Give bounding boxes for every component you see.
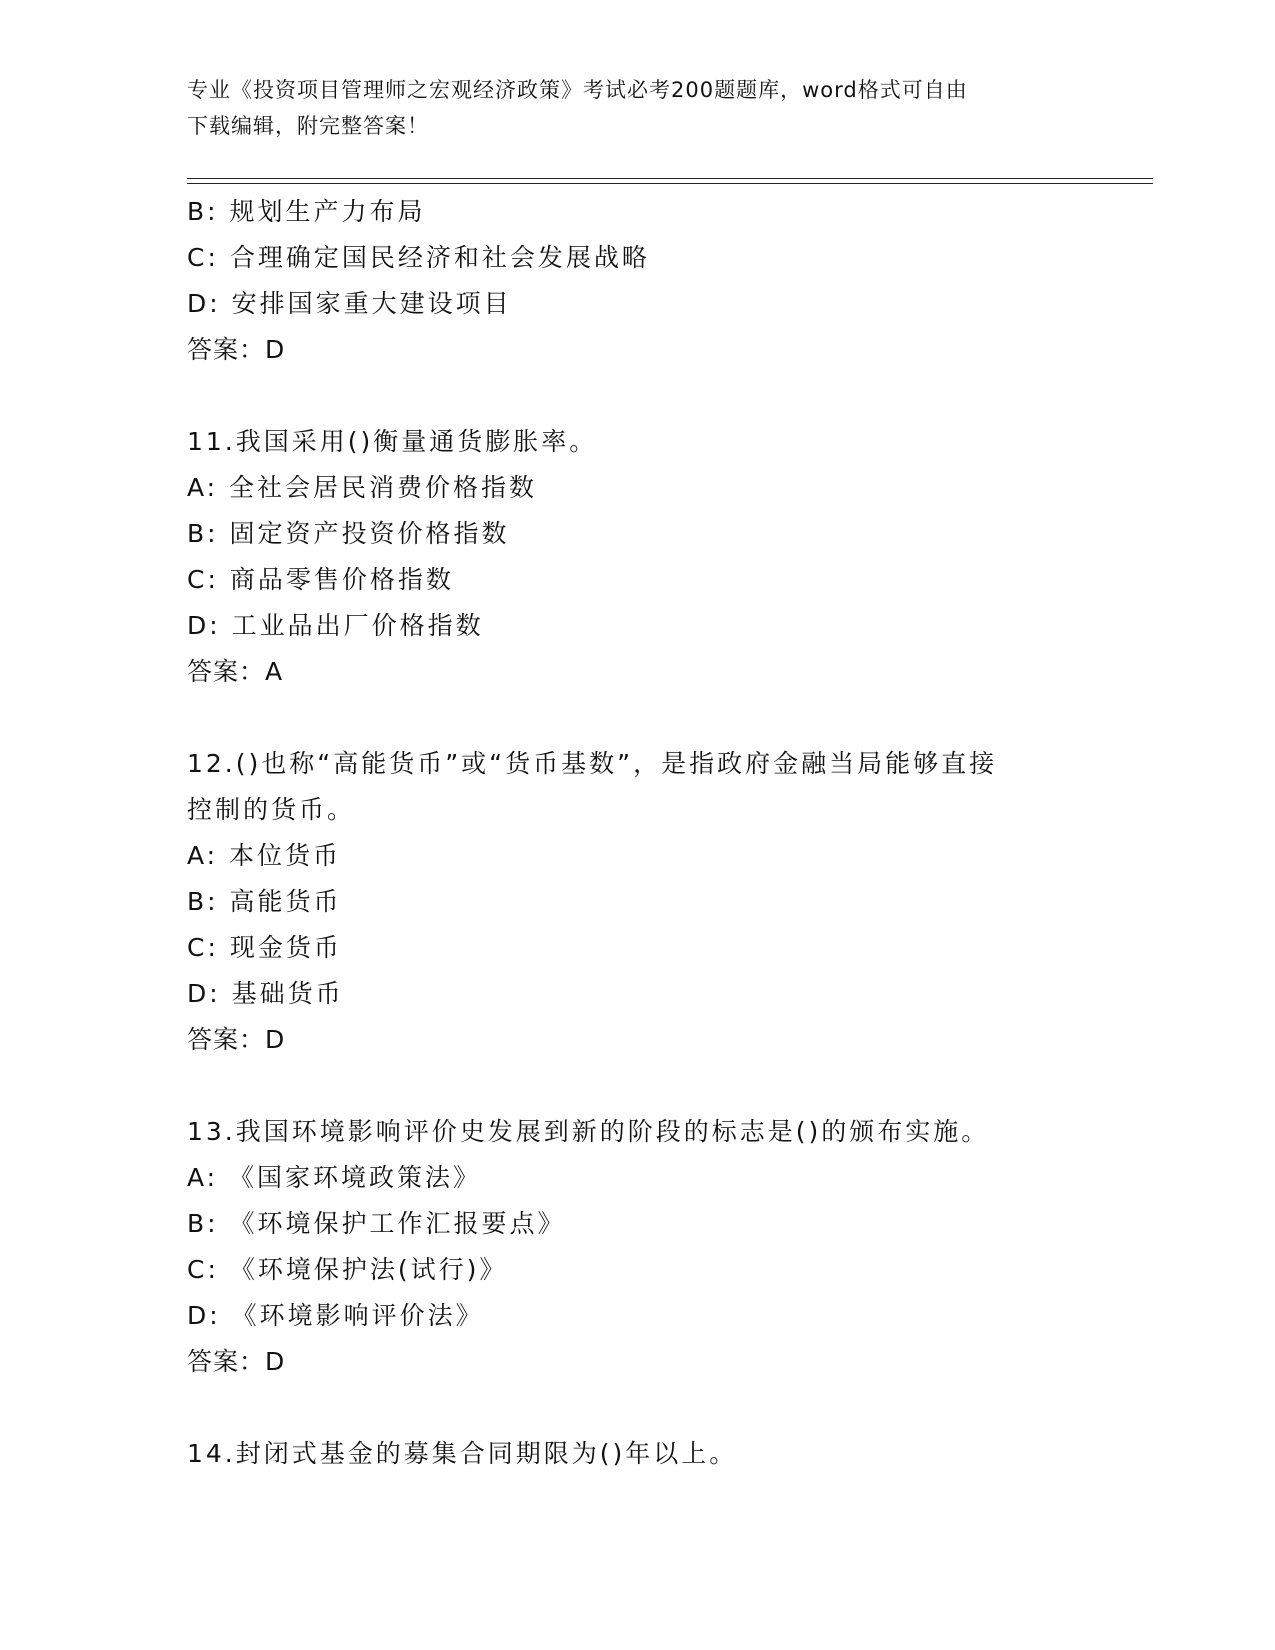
question-block-14 <box>187 1431 1087 1477</box>
question-text-continued: 控制的货币。 <box>187 795 356 824</box>
question-block-prev <box>187 189 1087 373</box>
answer-line: 答案：D <box>187 335 286 364</box>
option-c: C: 合理确定国民经济和社会发展战略 <box>187 243 650 272</box>
option-d: D: 安排国家重大建设项目 <box>187 289 512 318</box>
header-divider-bottom <box>187 183 1153 184</box>
question-text: 12.()也称“高能货币”或“货币基数”，是指政府金融当局能够直接 <box>187 749 998 778</box>
option-b: B: 固定资产投资价格指数 <box>187 519 510 548</box>
option-b: B: 高能货币 <box>187 887 342 916</box>
option-a: A: 《国家环境政策法》 <box>187 1163 482 1192</box>
option-d: D: 《环境影响评价法》 <box>187 1301 484 1330</box>
header-divider-top <box>187 178 1153 179</box>
question-block-12 <box>187 741 1087 1063</box>
question-block-13 <box>187 1109 1087 1385</box>
question-text: 11.我国采用()衡量通货膨胀率。 <box>187 427 598 456</box>
header-line-2: 下载编辑，附完整答案！ <box>187 114 429 138</box>
option-d: D: 基础货币 <box>187 979 344 1008</box>
option-b: B: 规划生产力布局 <box>187 197 426 226</box>
question-block-11 <box>187 419 1087 695</box>
spacer <box>187 695 1087 741</box>
option-a: A: 全社会居民消费价格指数 <box>187 473 538 502</box>
option-d: D: 工业品出厂价格指数 <box>187 611 484 640</box>
question-text: 14.封闭式基金的募集合同期限为()年以上。 <box>187 1439 738 1468</box>
option-b: B: 《环境保护工作汇报要点》 <box>187 1209 566 1238</box>
question-list <box>187 189 1087 1477</box>
spacer <box>187 1385 1087 1431</box>
spacer <box>187 373 1087 419</box>
document-header <box>187 72 1087 144</box>
option-a: A: 本位货币 <box>187 841 342 870</box>
option-c: C: 《环境保护法(试行)》 <box>187 1255 508 1284</box>
option-c: C: 商品零售价格指数 <box>187 565 454 594</box>
question-text: 13.我国环境影响评价史发展到新的阶段的标志是()的颁布实施。 <box>187 1117 990 1146</box>
answer-line: 答案：A <box>187 657 284 686</box>
header-line-1: 专业《投资项目管理师之宏观经济政策》考试必考200题题库，word格式可自由 <box>187 78 968 102</box>
option-c: C: 现金货币 <box>187 933 342 962</box>
spacer <box>187 1063 1087 1109</box>
answer-line: 答案：D <box>187 1025 286 1054</box>
answer-line: 答案：D <box>187 1347 286 1376</box>
